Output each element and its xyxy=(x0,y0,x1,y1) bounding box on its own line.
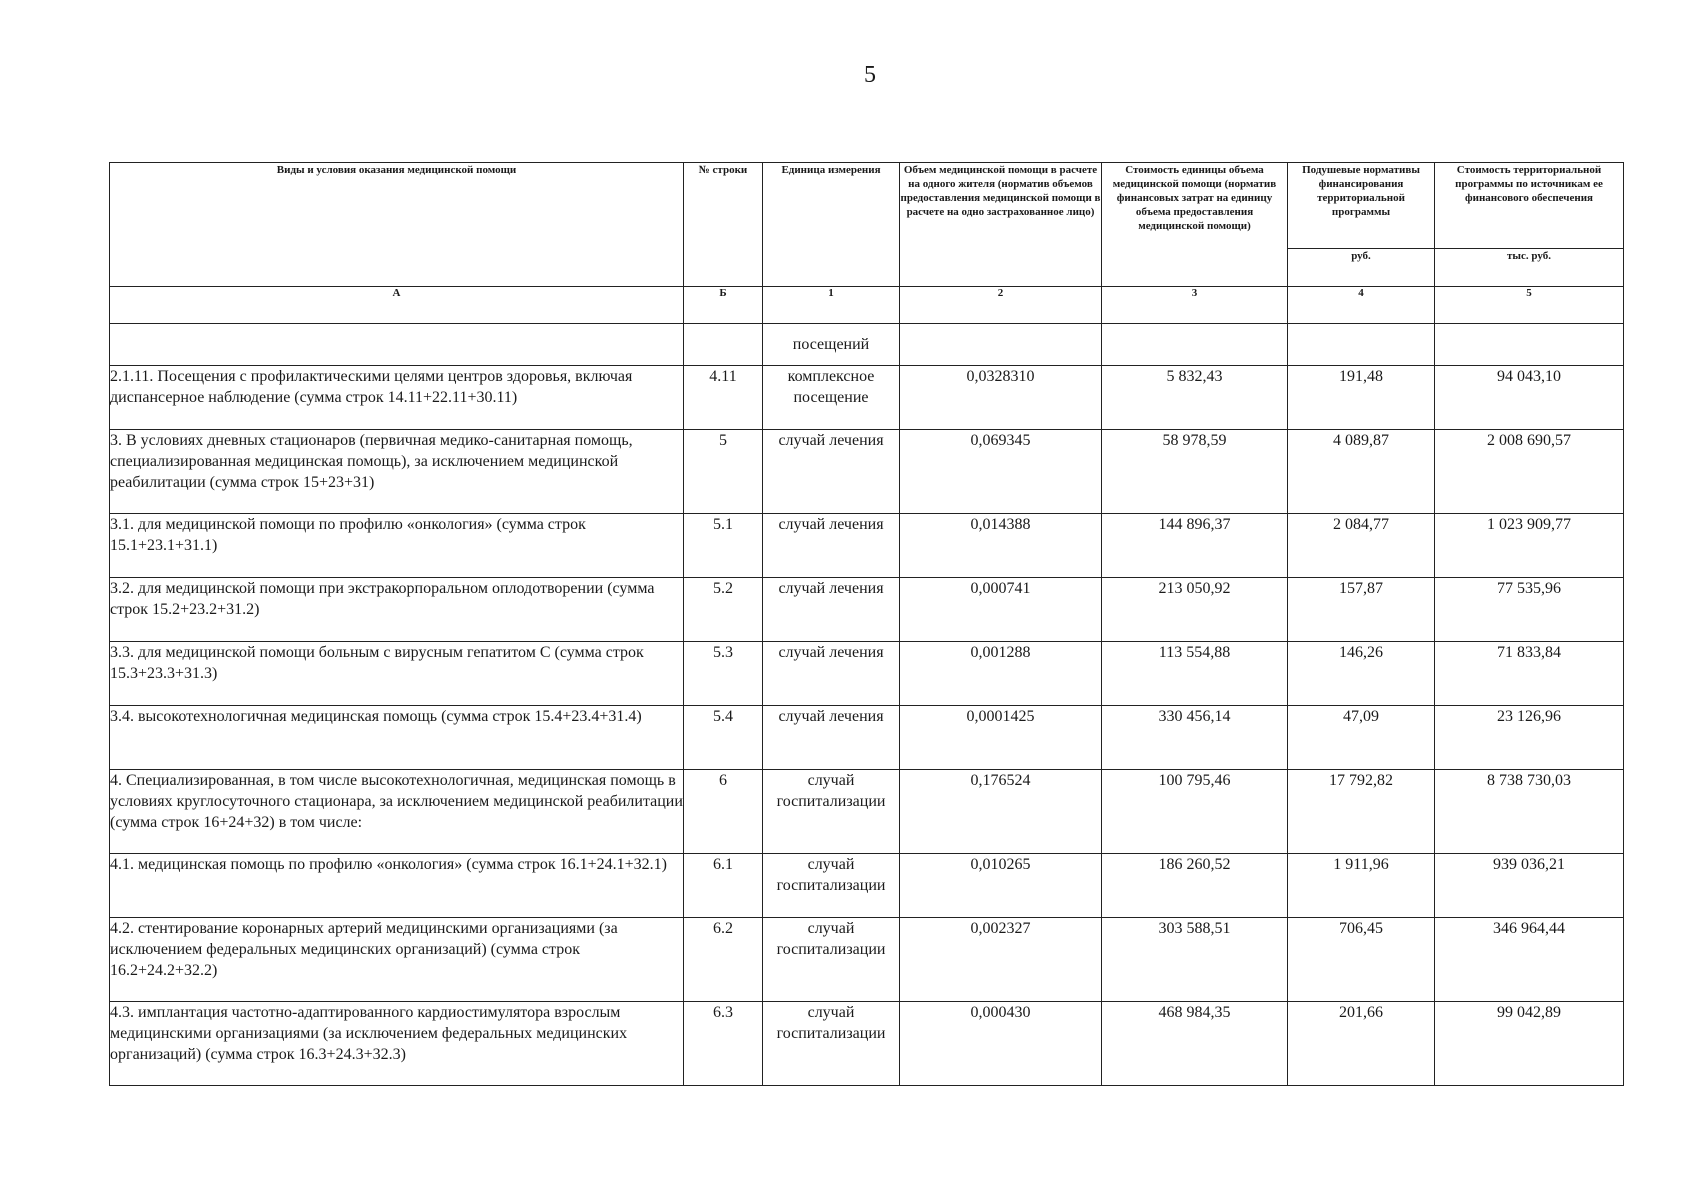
row-total-cell: 8 738 730,03 xyxy=(1435,770,1624,854)
row-unit-cell: случай госпитализации xyxy=(763,918,900,1002)
row-name-cell: 3. В условиях дневных стационаров (первичная медико-санитарная помощь, специализированная медицинская помощь), за исключением медицинской реабилитации (сумма строк 15+23+31) xyxy=(110,430,684,514)
index-cell: 1 xyxy=(763,287,900,324)
index-cell: Б xyxy=(684,287,763,324)
row-name-cell: 2.1.11. Посещения с профилактическими целями центров здоровья, включая диспансерное наблюдение (сумма строк 14.11+22.11+30.11) xyxy=(110,366,684,430)
index-cell: А xyxy=(110,287,684,324)
row-number-cell: 6 xyxy=(684,770,763,854)
header-care-type: Виды и условия оказания медицинской помощи xyxy=(110,163,684,287)
row-volume-cell: 0,069345 xyxy=(900,430,1102,514)
row-number-cell xyxy=(684,324,763,366)
row-volume-cell: 0,000741 xyxy=(900,578,1102,642)
medical-care-table xyxy=(109,162,1624,1086)
row-cost-cell: 468 984,35 xyxy=(1102,1002,1288,1086)
row-per-capita-cell: 1 911,96 xyxy=(1288,854,1435,918)
table-row xyxy=(110,770,1624,854)
row-unit-cell: случай госпитализации xyxy=(763,770,900,854)
row-name-cell: 3.3. для медицинской помощи больным с вирусным гепатитом С (сумма строк 15.3+23.3+31.3) xyxy=(110,642,684,706)
table-row xyxy=(110,514,1624,578)
row-unit-cell: случай лечения xyxy=(763,430,900,514)
row-per-capita-cell: 2 084,77 xyxy=(1288,514,1435,578)
row-cost-cell: 58 978,59 xyxy=(1102,430,1288,514)
row-unit-cell: случай лечения xyxy=(763,578,900,642)
row-number-cell: 5.2 xyxy=(684,578,763,642)
table-row xyxy=(110,918,1624,1002)
index-cell: 3 xyxy=(1102,287,1288,324)
row-volume-cell: 0,000430 xyxy=(900,1002,1102,1086)
row-name-cell xyxy=(110,324,684,366)
index-cell: 2 xyxy=(900,287,1102,324)
row-total-cell: 71 833,84 xyxy=(1435,642,1624,706)
row-name-cell: 4.3. имплантация частотно-адаптированного кардиостимулятора взрослым медицинскими организациями (за исключением федеральных медицинских организаций) (сумма строк 16.3+24.3+32.3) xyxy=(110,1002,684,1086)
table-row xyxy=(110,706,1624,770)
row-per-capita-cell: 47,09 xyxy=(1288,706,1435,770)
row-cost-cell: 113 554,88 xyxy=(1102,642,1288,706)
header-program-cost-unit: тыс. руб. xyxy=(1435,249,1624,287)
row-number-cell: 6.1 xyxy=(684,854,763,918)
row-number-cell: 6.2 xyxy=(684,918,763,1002)
row-name-cell: 3.1. для медицинской помощи по профилю «онкология» (сумма строк 15.1+23.1+31.1) xyxy=(110,514,684,578)
row-per-capita-cell: 201,66 xyxy=(1288,1002,1435,1086)
row-unit-cell: случай лечения xyxy=(763,642,900,706)
header-unit: Единица измерения xyxy=(763,163,900,287)
row-total-cell: 1 023 909,77 xyxy=(1435,514,1624,578)
row-volume-cell: 0,002327 xyxy=(900,918,1102,1002)
row-total-cell: 939 036,21 xyxy=(1435,854,1624,918)
table-row xyxy=(110,430,1624,514)
row-unit-cell: случай лечения xyxy=(763,514,900,578)
row-cost-cell: 213 050,92 xyxy=(1102,578,1288,642)
header-per-capita-unit: руб. xyxy=(1288,249,1435,287)
table-row xyxy=(110,366,1624,430)
row-total-cell: 94 043,10 xyxy=(1435,366,1624,430)
row-per-capita-cell: 706,45 xyxy=(1288,918,1435,1002)
header-per-capita: Подушевые нормативы финансирования территориальной программы xyxy=(1288,163,1435,249)
row-number-cell: 5.3 xyxy=(684,642,763,706)
row-total-cell: 346 964,44 xyxy=(1435,918,1624,1002)
header-row-number: № строки xyxy=(684,163,763,287)
row-cost-cell: 186 260,52 xyxy=(1102,854,1288,918)
row-unit-cell: случай госпитализации xyxy=(763,1002,900,1086)
row-cost-cell xyxy=(1102,324,1288,366)
table-row xyxy=(110,642,1624,706)
row-cost-cell: 100 795,46 xyxy=(1102,770,1288,854)
row-total-cell: 2 008 690,57 xyxy=(1435,430,1624,514)
row-cost-cell: 303 588,51 xyxy=(1102,918,1288,1002)
row-per-capita-cell: 146,26 xyxy=(1288,642,1435,706)
row-total-cell: 77 535,96 xyxy=(1435,578,1624,642)
row-number-cell: 5 xyxy=(684,430,763,514)
row-volume-cell: 0,010265 xyxy=(900,854,1102,918)
row-per-capita-cell: 191,48 xyxy=(1288,366,1435,430)
row-volume-cell: 0,176524 xyxy=(900,770,1102,854)
row-number-cell: 5.4 xyxy=(684,706,763,770)
row-number-cell: 4.11 xyxy=(684,366,763,430)
index-cell: 5 xyxy=(1435,287,1624,324)
row-unit-cell: комплексное посещение xyxy=(763,366,900,430)
row-volume-cell xyxy=(900,324,1102,366)
row-name-cell: 3.4. высокотехнологичная медицинская помощь (сумма строк 15.4+23.4+31.4) xyxy=(110,706,684,770)
table-row xyxy=(110,578,1624,642)
row-cost-cell: 5 832,43 xyxy=(1102,366,1288,430)
row-per-capita-cell: 4 089,87 xyxy=(1288,430,1435,514)
index-cell: 4 xyxy=(1288,287,1435,324)
row-total-cell xyxy=(1435,324,1624,366)
table-row xyxy=(110,854,1624,918)
row-volume-cell: 0,001288 xyxy=(900,642,1102,706)
row-unit-cell: случай госпитализации xyxy=(763,854,900,918)
row-per-capita-cell xyxy=(1288,324,1435,366)
table-row xyxy=(110,1002,1624,1086)
row-volume-cell: 0,014388 xyxy=(900,514,1102,578)
row-volume-cell: 0,0328310 xyxy=(900,366,1102,430)
header-program-cost: Стоимость территориальной программы по источникам ее финансового обеспечения xyxy=(1435,163,1624,249)
page-number: 5 xyxy=(864,62,876,88)
row-name-cell: 4.1. медицинская помощь по профилю «онкология» (сумма строк 16.1+24.1+32.1) xyxy=(110,854,684,918)
row-unit-cell: случай лечения xyxy=(763,706,900,770)
row-per-capita-cell: 17 792,82 xyxy=(1288,770,1435,854)
row-name-cell: 4. Специализированная, в том числе высокотехнологичная, медицинская помощь в условиях круглосуточного стационара, за исключением медицинской реабилитации (сумма строк 16+24+32) в том числе: xyxy=(110,770,684,854)
row-name-cell: 3.2. для медицинской помощи при экстракорпоральном оплодотворении (сумма строк 15.2+23.2+31.2) xyxy=(110,578,684,642)
row-volume-cell: 0,0001425 xyxy=(900,706,1102,770)
header-volume: Объем медицинской помощи в расчете на одного жителя (норматив объемов предоставления медицинской помощи в расчете на одно застрахованное лицо) xyxy=(900,163,1102,287)
row-total-cell: 23 126,96 xyxy=(1435,706,1624,770)
row-per-capita-cell: 157,87 xyxy=(1288,578,1435,642)
row-number-cell: 6.3 xyxy=(684,1002,763,1086)
row-cost-cell: 144 896,37 xyxy=(1102,514,1288,578)
row-number-cell: 5.1 xyxy=(684,514,763,578)
row-cost-cell: 330 456,14 xyxy=(1102,706,1288,770)
row-total-cell: 99 042,89 xyxy=(1435,1002,1624,1086)
row-unit-cell: посещений xyxy=(763,324,900,366)
table-row xyxy=(110,324,1624,366)
header-unit-cost: Стоимость единицы объема медицинской помощи (норматив финансовых затрат на единицу объема предоставления медицинской помощи) xyxy=(1102,163,1288,287)
row-name-cell: 4.2. стентирование коронарных артерий медицинскими организациями (за исключением федеральных медицинских организаций) (сумма строк 16.2+24.2+32.2) xyxy=(110,918,684,1002)
